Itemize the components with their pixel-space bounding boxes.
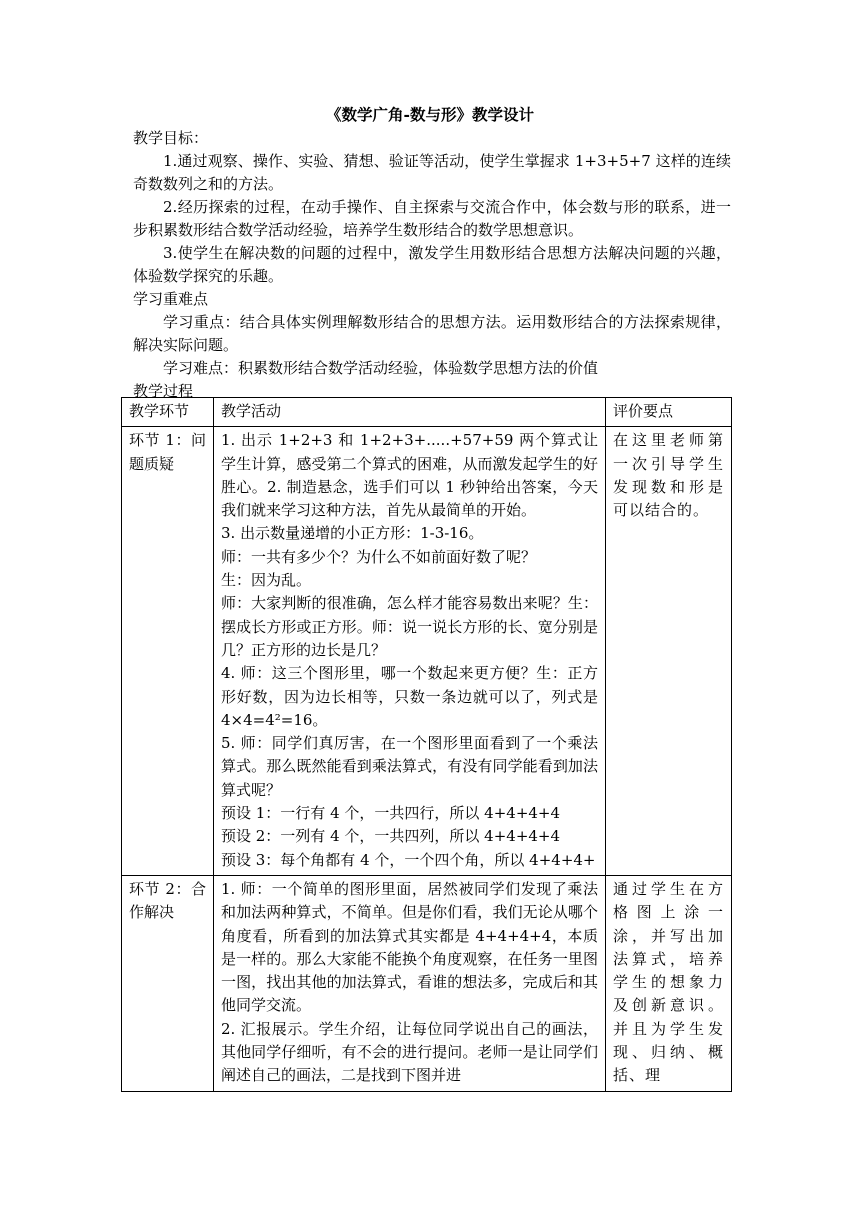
activity-line: 1. 师：一个简单的图形里面，居然被同学们发现了乘法和加法两种算式，不简单。但是你们看，我们无论从哪个角度看，所看到的加法算式其实都是 4+4+4+4，本质是一样的。那么大家能不能换个角度观察，在任务一里图一图，找出其他的加法算式，看谁的想法多，完成后和其他同学交流。 (221, 879, 598, 1015)
column-header-activity: 教学活动 (214, 398, 606, 427)
objective-item: 2.经历探索的过程，在动手操作、自主探索与交流合作中，体会数与形的联系，进一步积累数形结合数学活动经验，培养学生数形结合的数学思想意识。 (133, 198, 731, 239)
table-row (122, 427, 732, 876)
key-point-focus: 学习重点：结合具体实例理解数形结合的思想方法。运用数形结合的方法探索规律，解决实际问题。 (133, 313, 731, 354)
activity-line: 1. 出示 1+2+3 和 1+2+3+.....+57+59 两个算式让学生计算，感受第二个算式的困难，从而激发起学生的好胜心。2. 制造悬念，选手们可以 1 秒钟给出答案，今天我们就来学习这种方法，首先从最简单的开始。 (221, 431, 598, 520)
key-points-heading: 学习重难点 (133, 290, 209, 308)
evaluation-cell: 通过学生在方格图上涂一涂，并写出加法算式，培养学生的想象力及创新意识。并且为学生发现、归纳、概括、理 (606, 875, 732, 1091)
key-point-difficulty: 学习难点：积累数形结合数学活动经验，体验数学思想方法的价值 (163, 359, 599, 377)
activity-line: 4. 师：这三个图形里，哪一个数起来更方便？生：正方形好数，因为边长相等，只数一条边就可以了，列式是 4×4=4²=16。 (221, 664, 598, 729)
activity-line: 2. 汇报展示。学生介绍，让每位同学说出自己的画法，其他同学仔细听，有不会的进行提问。老师一是让同学们阐述自己的画法，二是找到下图并进 (221, 1019, 598, 1085)
activity-line: 师：大家判断的很准确，怎么样才能容易数出来呢？生：摆成长方形或正方形。师：说一说长方形的长、宽分别是几？正方形的边长是几？ (221, 594, 598, 659)
activity-cell (214, 427, 606, 876)
activity-line: 5. 师：同学们真厉害，在一个图形里面看到了一个乘法算式。那么既然能看到乘法算式，有没有同学能看到加法算式呢？ (221, 734, 598, 799)
stage-cell: 环节 1：问题质疑 (122, 427, 214, 876)
activity-line: 生：因为乱。 (221, 571, 312, 590)
evaluation-cell: 在这里老师第一次引导学生发现数和形是可以结合的。 (606, 427, 732, 876)
activity-line: 预设 3：每个角都有 4 个，一个四个角，所以 4+4+4+ (221, 850, 596, 869)
stage-cell: 环节 2：合作解决 (122, 875, 214, 1091)
activity-line: 预设 1：一行有 4 个，一共四行，所以 4+4+4+4 (221, 804, 561, 823)
objectives-heading: 教学目标： (133, 129, 209, 147)
activity-line: 3. 出示数量递增的小正方形：1-3-16。 (221, 524, 484, 543)
document-title: 《数学广角-数与形》教学设计 (326, 105, 534, 124)
objective-item: 3.使学生在解决数的问题的过程中，激发学生用数形结合思想方法解决问题的兴趣，体验数学探究的乐趣。 (133, 244, 731, 285)
activity-line: 预设 2：一列有 4 个，一共四列，所以 4+4+4+4 (221, 827, 561, 846)
column-header-evaluation: 评价要点 (606, 398, 732, 427)
lesson-table (121, 397, 732, 1092)
activity-line: 师：一共有多少个？为什么不如前面好数了呢？ (221, 547, 537, 566)
process-heading: 教学过程 (133, 382, 194, 400)
objective-item: 1.通过观察、操作、实验、猜想、验证等活动，使学生掌握求 1+3+5+7 这样的连续奇数数列之和的方法。 (133, 152, 731, 193)
activity-cell (214, 875, 606, 1091)
document-body (133, 127, 731, 403)
table-row (122, 875, 732, 1091)
column-header-stage: 教学环节 (122, 398, 214, 427)
table-header-row (122, 398, 732, 427)
